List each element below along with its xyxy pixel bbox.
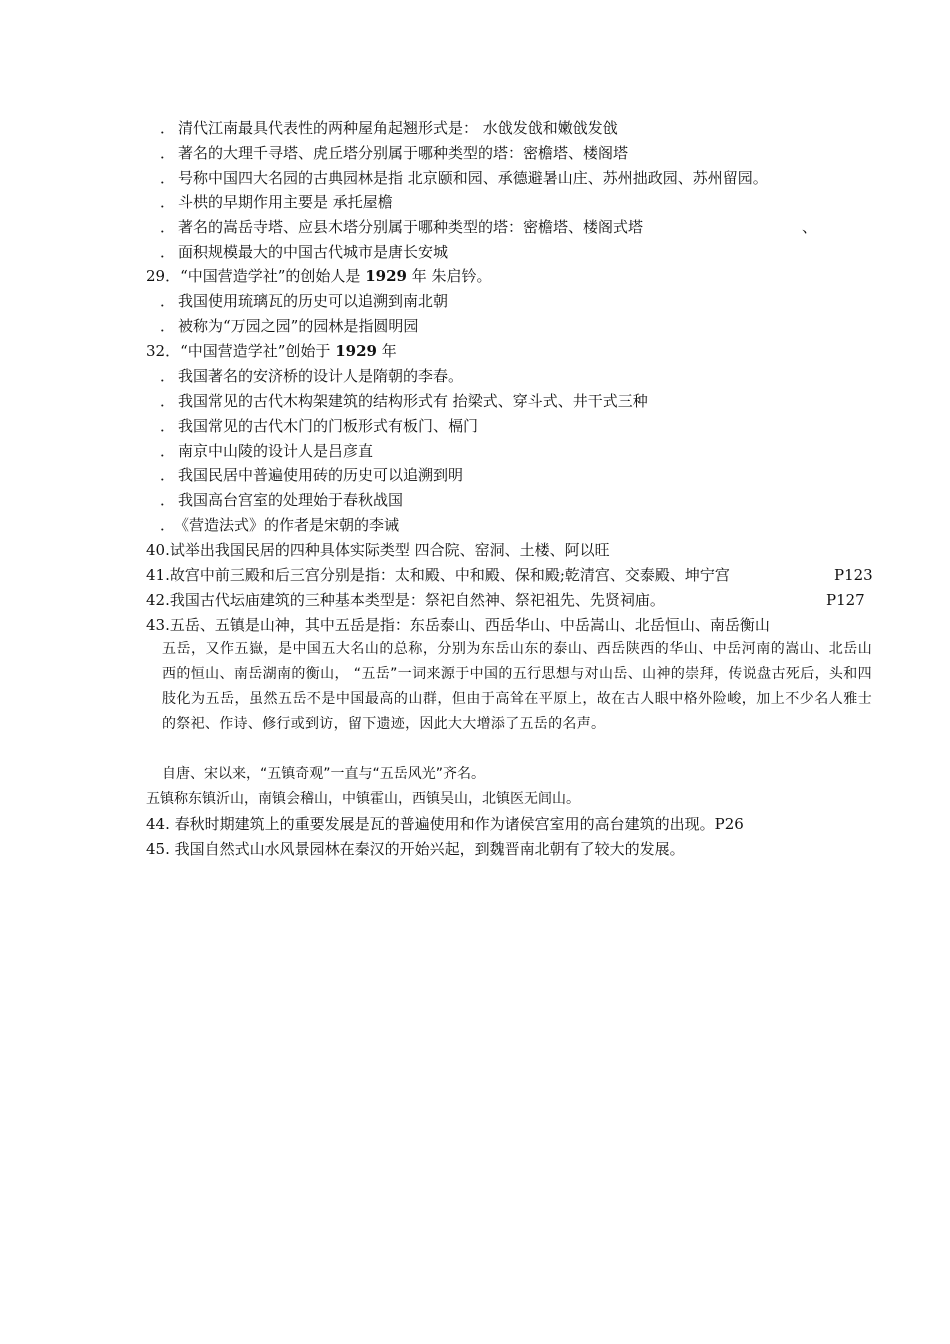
list-item: ． 清代江南最具代表性的两种屋角起翘形式是： 水戗发戗和嫩戗发戗	[160, 119, 618, 137]
list-item: 42.我国古代坛庙建筑的三种基本类型是：祭祀自然神、祭祀祖先、先贤祠庙。 P127	[146, 588, 876, 613]
list-item: ． 南京中山陵的设计人是吕彦直	[160, 442, 374, 460]
list-item: 44. 春秋时期建筑上的重要发展是瓦的普遍使用和作为诸侯宫室用的高台建筑的出现。P26	[146, 815, 744, 833]
list-item: 43.五岳、五镇是山神，其中五岳是指：东岳泰山、西岳华山、中岳嵩山、北岳恒山、南岳衡山	[146, 616, 770, 634]
list-item: ． 面积规模最大的中国古代城市是唐长安城	[160, 243, 449, 261]
list-item: ．《营造法式》的作者是宋朝的李诫	[160, 516, 400, 534]
list-item: ． 我国使用琉璃瓦的历史可以追溯到南北朝	[160, 292, 449, 310]
list-item: 45. 我国自然式山水风景园林在秦汉的开始兴起，到魏晋南北朝有了较大的发展。	[146, 840, 685, 858]
note-line: 五镇称东镇沂山，南镇会稽山，中镇霍山，西镇吴山，北镇医无闾山。	[146, 791, 580, 807]
list-item: 40.试举出我国民居的四种具体实际类型 四合院、窑洞、土楼、阿以旺	[146, 541, 610, 559]
list-item: ． 我国高台宫室的处理始于春秋战国	[160, 491, 404, 509]
list-item: ． 我国常见的古代木门的门板形式有板门、槅门	[160, 417, 479, 435]
page-reference: P123	[834, 566, 873, 584]
note-line: 自唐、宋以来，“五镇奇观”一直与“五岳风光”齐名。	[162, 766, 486, 782]
list-item: 32．“中国营造学社”创始于 1929 年	[146, 342, 397, 360]
list-item: ． 我国著名的安济桥的设计人是隋朝的李春。	[160, 367, 464, 385]
list-item: ． 被称为“万园之园”的园林是指圆明园	[160, 317, 419, 335]
list-item: ． 著名的嵩岳寺塔、应县木塔分别属于哪种类型的塔：密檐塔、楼阁式塔 、	[160, 218, 818, 236]
list-item: ． 号称中国四大名园的古典园林是指 北京颐和园、承德避暑山庄、苏州拙政园、苏州留园。	[160, 169, 768, 187]
list-item: ． 我国民居中普遍使用砖的历史可以追溯到明	[160, 466, 464, 484]
list-item: ． 我国常见的古代木构架建筑的结构形式有 抬梁式、穿斗式、井干式三种	[160, 392, 648, 410]
note-paragraph: 五岳，又作五嶽，是中国五大名山的总称，分别为东岳山东的泰山、西岳陕西的华山、中岳河南的嵩山、北岳山西的恒山、南岳湖南的衡山， “五岳”一词来源于中国的五行思想与对山岳、山神的崇拜，传说盘古死后，头和四肢化为五岳，虽然五岳不是中国最高的山群，但由于高耸在平原上，故在古人眼中格外险峻，加上不少名人雅士的祭祀、作诗、修行或到访，留下遗迹，因此大大增添了五岳的名声。	[162, 641, 872, 732]
list-item: ． 斗栱的早期作用主要是 承托屋檐	[160, 193, 393, 211]
list-item: 41.故宫中前三殿和后三宫分别是指：太和殿、中和殿、保和殿;乾清宫、交泰殿、坤宁宫 P123	[146, 563, 876, 588]
page-reference: P127	[826, 591, 865, 609]
list-item: ． 著名的大理千寻塔、虎丘塔分别属于哪种类型的塔：密檐塔、楼阁塔	[160, 144, 629, 162]
list-item: 29．“中国营造学社”的创始人是 1929 年 朱启钤。	[146, 267, 492, 285]
